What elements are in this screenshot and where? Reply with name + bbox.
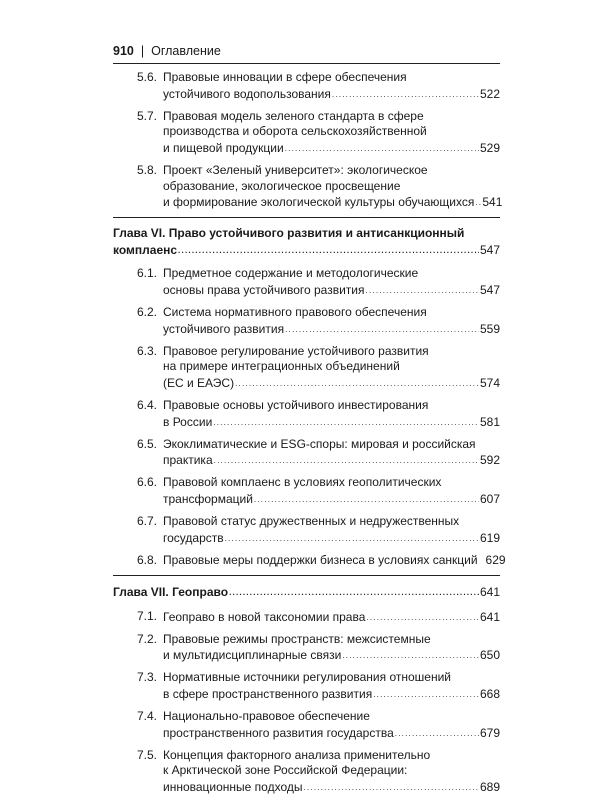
dot-leader bbox=[214, 452, 479, 469]
entry-title-line: образование, экологическое просвещение bbox=[163, 178, 401, 193]
running-header bbox=[113, 43, 500, 64]
toc-entry-6-1[interactable] bbox=[113, 266, 500, 298]
toc-entry-7-3[interactable] bbox=[113, 670, 500, 702]
entry-title-line: основы права устойчивого развития bbox=[163, 283, 365, 298]
entry-number: 6.6. bbox=[136, 475, 157, 490]
entry-title-line: Проект «Зеленый университет»: экологическое bbox=[163, 162, 428, 177]
entry-page-number: 689 bbox=[479, 779, 500, 794]
entry-last-line bbox=[163, 375, 500, 392]
entry-page-number: 547 bbox=[479, 242, 500, 257]
dot-leader bbox=[235, 375, 479, 392]
entry-number: 6.7. bbox=[136, 514, 157, 529]
entry-title-line: пространственного развития государства bbox=[163, 725, 394, 740]
toc-entry-6-7[interactable] bbox=[113, 514, 500, 546]
entry-last-line bbox=[163, 140, 500, 157]
dot-leader bbox=[304, 779, 479, 796]
entry-title-line: Предметное содержание и методологические bbox=[163, 266, 419, 281]
entry-number: 5.7. bbox=[136, 108, 157, 123]
entry-number: 5.8. bbox=[136, 162, 157, 177]
entry-title-line: Геоправо в новой таксономии права bbox=[163, 609, 366, 624]
entry-title-line: Концепция факторного анализа применительно bbox=[163, 747, 431, 762]
entry-number: 5.6. bbox=[136, 70, 157, 84]
entry-page-number: 529 bbox=[479, 140, 500, 155]
entry-number: 6.8. bbox=[136, 552, 157, 567]
entry-page-number: 559 bbox=[479, 321, 500, 336]
toc-entry-6-3[interactable] bbox=[113, 344, 500, 392]
toc-entry-6-8[interactable] bbox=[113, 552, 506, 569]
entry-last-line bbox=[113, 242, 500, 259]
entry-title-line: Глава VI. Право устойчивого развития и антисанкционный bbox=[113, 226, 465, 241]
entry-last-line bbox=[163, 414, 500, 431]
entry-page-number: 641 bbox=[479, 584, 500, 599]
entry-last-line bbox=[163, 530, 500, 547]
entry-number: 7.3. bbox=[136, 670, 157, 685]
entry-number: 6.1. bbox=[136, 266, 157, 281]
entry-number: 7.5. bbox=[136, 747, 157, 762]
entry-title-line: и формирование экологической культуры обучающихся bbox=[163, 195, 475, 210]
entry-page-number: 574 bbox=[479, 376, 500, 390]
dot-leader bbox=[254, 491, 479, 508]
toc-chapter-7[interactable] bbox=[113, 584, 500, 601]
entry-title-line: в сфере пространственного развития bbox=[163, 686, 373, 701]
toc-entry-7-5[interactable] bbox=[113, 748, 500, 796]
entry-page-number: 522 bbox=[479, 86, 500, 101]
entry-last-line bbox=[163, 491, 500, 508]
entry-last-line bbox=[163, 452, 500, 469]
dot-leader bbox=[285, 140, 479, 157]
toc-chapter-6[interactable] bbox=[113, 226, 500, 258]
dot-leader bbox=[366, 282, 479, 299]
entry-page-number: 668 bbox=[479, 686, 500, 701]
entry-number: 7.1. bbox=[136, 608, 157, 623]
dot-leader bbox=[342, 647, 479, 664]
toc-entry-6-2[interactable] bbox=[113, 305, 500, 337]
dot-leader bbox=[229, 584, 479, 601]
entry-page-number: 541 bbox=[482, 195, 503, 210]
entry-title-line: устойчивого развития bbox=[163, 321, 285, 336]
entry-title-line: производства и оборота сельскохозяйственной bbox=[163, 124, 427, 139]
entry-page-number: 607 bbox=[479, 492, 500, 507]
entry-title-line: Правовые инновации в сфере обеспечения bbox=[163, 70, 407, 84]
entry-last-line bbox=[163, 282, 500, 299]
entry-title-line: Экоклиматические и ESG-споры: мировая и российская bbox=[163, 436, 476, 451]
entry-number: 7.2. bbox=[136, 631, 157, 646]
header-separator: | bbox=[140, 44, 145, 58]
entry-page-number: 679 bbox=[479, 725, 500, 740]
entry-number: 7.4. bbox=[136, 709, 157, 723]
dot-leader bbox=[285, 321, 479, 338]
entry-page-number: 641 bbox=[479, 609, 500, 624]
entry-page-number: 619 bbox=[479, 530, 500, 545]
entry-last-line bbox=[163, 779, 500, 796]
entry-title-line: Правовые меры поддержки бизнеса в условиях санкций bbox=[163, 552, 478, 567]
entry-title-line: Система нормативного правового обеспечения bbox=[163, 305, 427, 320]
entry-number: 6.4. bbox=[136, 398, 157, 413]
entry-title-line: Национально-правовое обеспечение bbox=[163, 709, 370, 723]
dot-leader bbox=[213, 414, 479, 431]
entry-title-line: трансформаций bbox=[163, 492, 253, 507]
entry-last-line bbox=[163, 86, 500, 103]
entry-last-line bbox=[163, 686, 500, 703]
chapter-divider bbox=[113, 217, 500, 218]
toc-entry-6-6[interactable] bbox=[113, 475, 500, 507]
dot-leader bbox=[332, 86, 479, 103]
toc-entry-6-5[interactable] bbox=[113, 437, 500, 469]
page-number: 910 bbox=[113, 44, 134, 58]
dot-leader bbox=[395, 725, 479, 742]
entry-last-line bbox=[113, 584, 500, 601]
chapter-divider bbox=[113, 575, 500, 576]
entry-title-line: Правовые основы устойчивого инвестирования bbox=[163, 398, 429, 413]
dot-leader bbox=[178, 242, 479, 259]
entry-title-line: Нормативные источники регулирования отношений bbox=[163, 670, 451, 685]
entry-title-line: Глава VII. Геоправо bbox=[113, 584, 229, 599]
entry-last-line bbox=[163, 609, 500, 626]
entry-title-line: инновационные подходы bbox=[163, 779, 303, 794]
entry-title-line: Правовое регулирование устойчивого развития bbox=[163, 343, 429, 358]
entry-number: 6.3. bbox=[136, 343, 157, 358]
toc-entry-5-7[interactable] bbox=[113, 109, 500, 157]
toc-entry-7-2[interactable] bbox=[113, 632, 500, 664]
entry-page-number: 629 bbox=[485, 552, 506, 567]
dot-leader bbox=[475, 194, 481, 211]
toc-entry-5-6[interactable] bbox=[113, 70, 500, 102]
toc-entry-5-8[interactable] bbox=[113, 162, 503, 211]
toc-entry-7-4[interactable] bbox=[113, 709, 500, 741]
entry-title-line: Правовые режимы пространств: межсистемные bbox=[163, 631, 431, 646]
dot-leader bbox=[373, 686, 479, 703]
toc-entry-7-1[interactable] bbox=[113, 609, 500, 626]
entry-page-number: 592 bbox=[479, 453, 500, 468]
entry-title-line: государств bbox=[163, 530, 224, 545]
entry-title-line: Правовая модель зеленого стандарта в сфере bbox=[163, 108, 424, 123]
entry-last-line bbox=[163, 321, 500, 338]
entry-page-number: 581 bbox=[479, 414, 500, 429]
dot-leader bbox=[225, 530, 479, 547]
entry-title-line: в России bbox=[163, 414, 213, 429]
entry-title-line: и мультидисциплинарные связи bbox=[163, 648, 342, 663]
entry-title-line: комплаенс bbox=[113, 242, 178, 257]
entry-last-line bbox=[163, 725, 500, 742]
entry-title-line: на примере интеграционных объединений bbox=[163, 359, 400, 374]
entry-number: 6.5. bbox=[136, 436, 157, 451]
entry-page-number: 650 bbox=[479, 648, 500, 663]
entry-title-line: (ЕС и ЕАЭС) bbox=[163, 376, 235, 390]
entry-last-line bbox=[163, 194, 503, 211]
entry-page-number: 547 bbox=[479, 283, 500, 298]
entry-last-line bbox=[163, 647, 500, 664]
dot-leader bbox=[366, 609, 479, 626]
entry-title-line: Правовой комплаенс в условиях геополитических bbox=[163, 475, 442, 490]
entry-last-line bbox=[163, 552, 506, 569]
entry-title-line: практика bbox=[163, 453, 213, 468]
table-of-contents bbox=[113, 70, 506, 802]
running-title: Оглавление bbox=[151, 44, 221, 58]
entry-number: 6.2. bbox=[136, 305, 157, 320]
entry-title-line: к Арктической зоне Российской Федерации: bbox=[163, 763, 408, 778]
entry-title-line: устойчивого водопользования bbox=[163, 86, 331, 101]
entry-title-line: Правовой статус дружественных и недружественных bbox=[163, 514, 460, 529]
entry-title-line: и пищевой продукции bbox=[163, 140, 284, 155]
toc-entry-6-4[interactable] bbox=[113, 398, 500, 430]
